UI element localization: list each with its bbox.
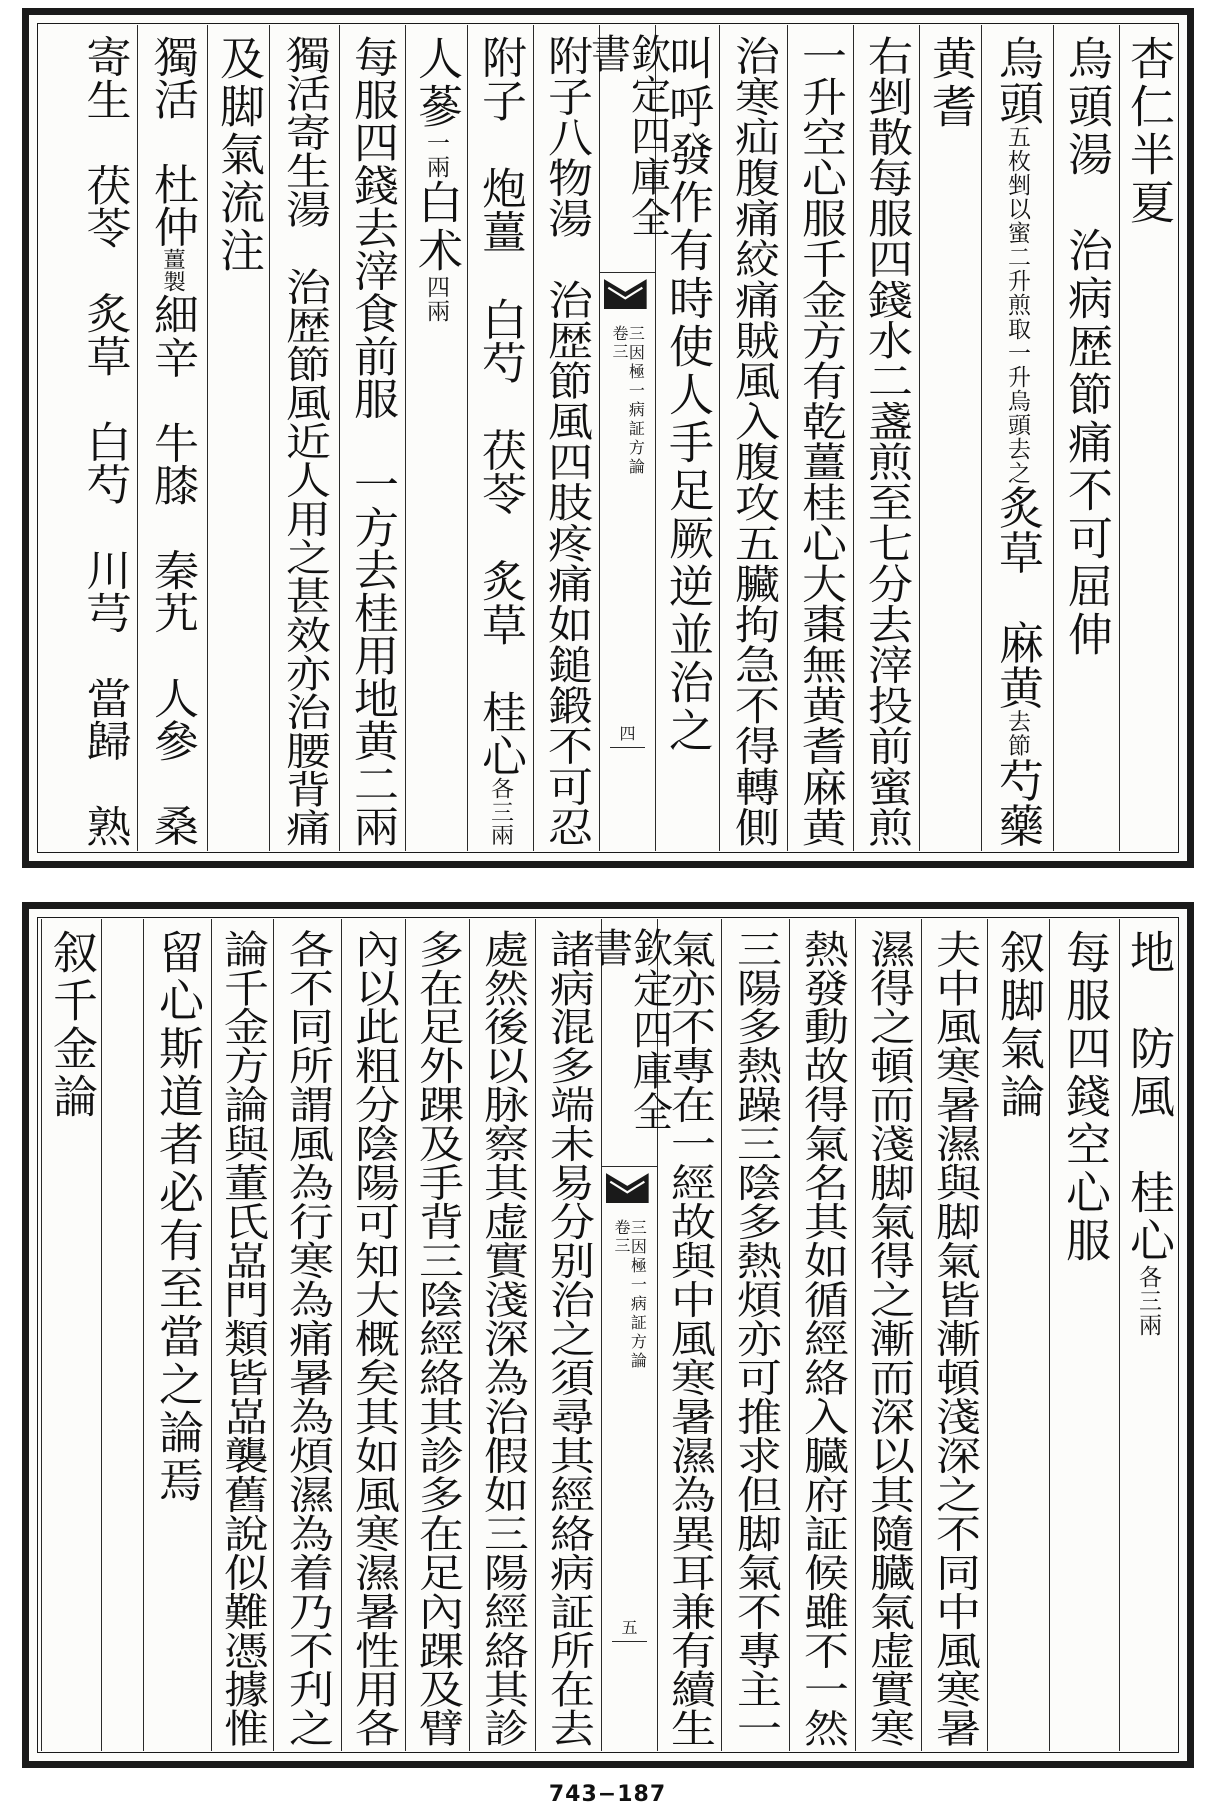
main-text: 人蔘 [410, 35, 463, 131]
column-text [216, 929, 269, 1748]
top-page-columns [39, 25, 1177, 851]
column-text [992, 929, 1045, 1121]
top-page-text-column [853, 25, 919, 851]
main-text: 叙千金論 [45, 929, 98, 1121]
page-number: 四 [619, 724, 636, 743]
column-text [474, 35, 527, 847]
main-text: 一升空心服千金方有乾薑桂心大棗無黄耆麻黄 [794, 35, 847, 847]
top-page-text-column [1119, 25, 1177, 851]
top-page-text-column [207, 25, 269, 851]
main-text: 右剉散每服四錢水二盞煎至七分去滓投前蜜煎 [860, 35, 913, 847]
interlinear-note: 各三兩 [1135, 1265, 1161, 1337]
bottom-page-text-column [987, 919, 1049, 1751]
main-text: 氣亦不專在一經故與中風寒暑濕為異耳兼有續生 [663, 929, 716, 1748]
main-text: 細辛 牛膝 秦艽 人參 桑 [146, 293, 199, 847]
column-text [862, 929, 915, 1748]
main-text: 叙脚氣論 [992, 929, 1045, 1121]
column-text [794, 35, 847, 847]
bottom-page-text-column [921, 919, 987, 1751]
bottom-page-text-column [341, 919, 405, 1751]
chapter-label: 三因極一病証方論 [626, 325, 646, 477]
main-text: 獨活寄生湯 治歴節風近人用之甚效亦治腰背痛 [278, 35, 331, 847]
interlinear-note: 五枚剉以蜜二升煎取一升烏頭去之 [1004, 124, 1030, 485]
column-text [540, 35, 593, 847]
top-page-text-column [719, 25, 787, 851]
bottom-page-text-column [789, 919, 855, 1751]
main-text: 諸病混多端未易分别治之須尋其經絡病証所在去 [542, 929, 595, 1748]
main-text: 烏頭湯 治病歴節痛不可屈伸 [1060, 35, 1113, 659]
column-text [146, 35, 199, 847]
footer-page-code: 743−187 [548, 1782, 667, 1807]
top-page-center-gutter [584, 25, 671, 851]
main-text: 烏頭 [991, 35, 1044, 125]
column-text [411, 929, 464, 1748]
main-text: 三陽多熱躁三陰多熱煩亦可推求但脚氣不專主一 [729, 929, 782, 1748]
bottom-page-text-column [1119, 919, 1177, 1751]
bottom-page-text-column [721, 919, 789, 1751]
top-page-text-column [467, 25, 533, 851]
main-text: 附子八物湯 治歴節風四肢疼痛如鎚鍛不可忍 [540, 35, 593, 847]
column-text [78, 35, 132, 848]
bottom-page-text-column [535, 919, 601, 1751]
main-text: 各不同所謂風為行寒為痛暑為煩濕為着乃不刋之 [281, 929, 334, 1748]
column-text [281, 929, 334, 1748]
bottom-page-text-column [101, 919, 143, 1751]
column-text [45, 929, 98, 1121]
main-text: 寄生 茯苓 炙草 白芍 川芎 當歸 熟 [78, 35, 132, 848]
chapter-label: 三因極一病証方論 [628, 1219, 648, 1371]
main-text: 炙草 麻黄 [991, 484, 1044, 710]
top-page-text-column [981, 25, 1053, 851]
bottom-page-text-column [855, 919, 921, 1751]
main-text: 濕得之頓而淺脚氣得之漸而深以其隨臓氣虚實寒 [862, 929, 915, 1748]
column-text [212, 35, 265, 275]
main-text: 獨活 杜仲 [146, 35, 199, 248]
column-text [1058, 929, 1111, 1265]
bottom-page-text-column [469, 919, 535, 1751]
column-text [796, 929, 849, 1748]
main-text: 熱發動故得氣名其如循經絡入臓府証候雖不一然 [796, 929, 849, 1748]
main-text: 內以此粗分陰陽可知大概矣其如風寒濕暑性用各 [347, 929, 400, 1748]
column-text [663, 929, 716, 1748]
interlinear-note: 薑製 [159, 247, 185, 294]
main-text: 每服四錢空心服 [1058, 929, 1111, 1265]
top-page-text-column [919, 25, 981, 851]
top-page-text-column [269, 25, 339, 851]
bottom-page-center-gutter [586, 919, 673, 1751]
top-page-text-column [787, 25, 853, 851]
main-text: 芍藥 [991, 757, 1044, 848]
column-text [410, 35, 463, 323]
bottom-page-text-column [1049, 919, 1119, 1751]
interlinear-note: 去節 [1004, 709, 1030, 758]
main-text: 地 防風 桂心 [1122, 929, 1175, 1265]
top-page-text-column [533, 25, 599, 851]
volume-label: 卷三 [610, 325, 629, 361]
column-text [991, 35, 1044, 848]
column-text [1122, 929, 1175, 1337]
top-page-text-column [405, 25, 467, 851]
main-text: 附子 炮薑 白芍 茯苓 炙草 桂心 [474, 35, 527, 778]
top-page-text-column [339, 25, 405, 851]
fish-tail-ornament [606, 1171, 649, 1203]
main-text: 留心斯道者必有至當之論焉 [151, 929, 204, 1505]
main-text: 及脚氣流注 [212, 35, 265, 275]
bottom-page [22, 902, 1194, 1768]
column-text [476, 929, 529, 1748]
header-title: 欽定四庫全書 [602, 923, 657, 1167]
bottom-page-text-column [143, 919, 211, 1751]
header-title: 欽定四庫全書 [600, 29, 655, 273]
bottom-page-text-column [211, 919, 273, 1751]
interlinear-note: 一兩 [423, 131, 449, 179]
column-text [924, 35, 977, 131]
top-page-text-column [137, 25, 207, 851]
main-text: 叫呼發作有時使人手足厥逆並治之 [661, 35, 714, 755]
bottom-page-text-column [273, 919, 341, 1751]
main-text: 黄耆 [924, 35, 977, 131]
main-text: 每服四錢去滓食前服 一方去桂用地黄二兩 [346, 35, 399, 848]
top-page [22, 8, 1194, 868]
volume-label: 卷三 [612, 1219, 631, 1255]
column-text [928, 929, 981, 1748]
page-number-rule [610, 747, 645, 748]
top-page-text-column [1053, 25, 1119, 851]
column-text [542, 929, 595, 1748]
bottom-page-text-column [41, 919, 101, 1751]
column-text [1122, 35, 1175, 227]
column-text [151, 929, 204, 1505]
fish-tail-ornament [604, 277, 647, 309]
interlinear-note: 四兩 [423, 275, 449, 323]
column-text [278, 35, 331, 847]
column-text [347, 929, 400, 1748]
main-text: 多在足外踝及手背三陰經絡其診多在足內踝及臂 [411, 929, 464, 1748]
main-text: 論千金方論與董氏嵓門類皆嵓襲舊說似難憑據惟 [216, 929, 269, 1748]
column-text [860, 35, 913, 847]
interlinear-note: 各三兩 [487, 777, 513, 847]
top-page-text-column [73, 25, 137, 851]
column-text [727, 35, 780, 847]
main-text: 治寒疝腹痛絞痛賊風入腹攻五臟拘急不得轉側 [727, 35, 780, 847]
main-text: 白术 [410, 179, 463, 275]
bottom-page-columns [39, 919, 1177, 1751]
main-text: 杏仁半夏 [1122, 35, 1175, 227]
column-text [1060, 35, 1113, 659]
column-text [346, 35, 399, 848]
main-text: 夫中風寒暑濕與脚氣皆漸頓淺深之不同中風寒暑 [928, 929, 981, 1748]
column-text [729, 929, 782, 1748]
page-number-rule [612, 1641, 647, 1642]
column-text [661, 35, 714, 755]
bottom-page-text-column [3, 919, 41, 1751]
bottom-page-text-column [405, 919, 469, 1751]
main-text: 處然後以脉察其虚實淺深為治假如三陽經絡其診 [476, 929, 529, 1748]
page-number: 五 [621, 1618, 638, 1637]
